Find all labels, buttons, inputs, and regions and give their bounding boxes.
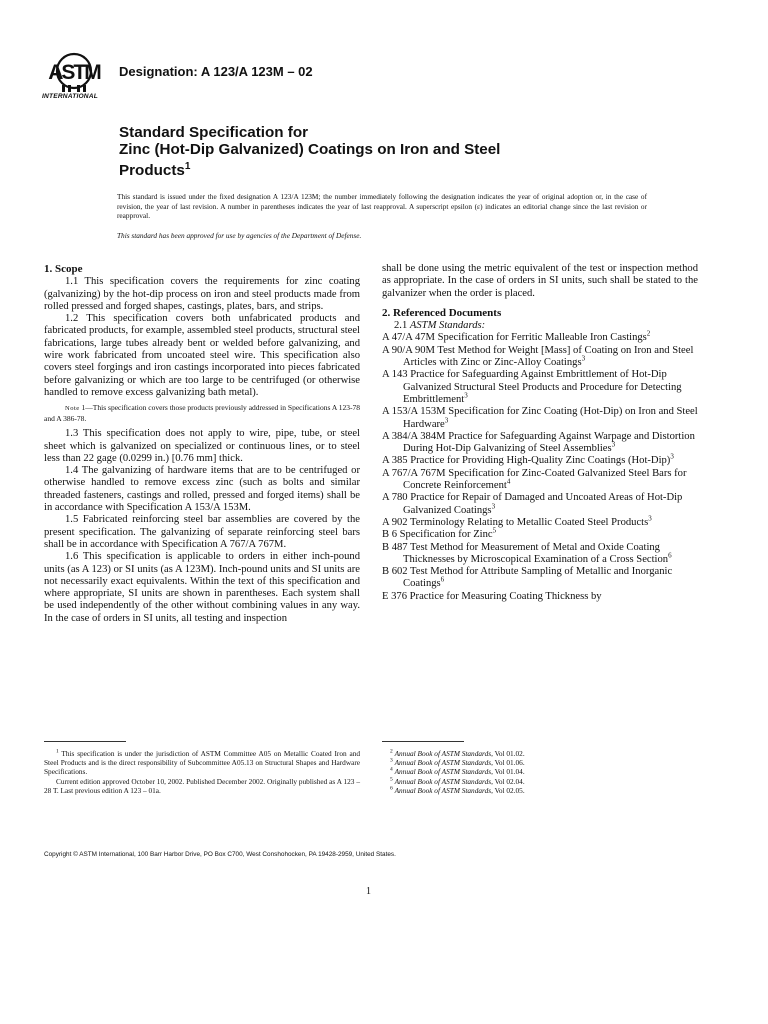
- paragraph-1-3: 1.3 This specification does not apply to wire, pipe, tube, or steel sheet which is galvanized on specialized or continuous lines, or to steel less than 22 gage (0.0299 in.) [0.76 mm] thick.: [44, 428, 360, 464]
- copyright-notice: Copyright © ASTM International, 100 Barr Harbor Drive, PO Box C700, West Conshohocken, PA 19428-2959, United States.: [44, 851, 396, 858]
- title-line-3: Products: [119, 162, 185, 180]
- footnote-item: $^2$ Annual Book of ASTM Standards, Vol 01.02.: [390, 748, 525, 758]
- note-label: Note: [65, 405, 80, 413]
- reference-item: A 780 Practice for Repair of Damaged and Uncoated Areas of Hot-Dip Galvanized Coatings$^3$: [382, 492, 683, 516]
- paragraph-1-4: 1.4 The galvanizing of hardware items that are to be centrifuged or otherwise handled to remove excess zinc (such as bolts and similar threaded fasteners, castings and rolled, pressed and forged items) shall be in accordance with Specification A 153/A 153M.: [44, 465, 360, 514]
- reference-item: B 602 Test Method for Attribute Sampling of Metallic and Inorganic Coatings$^6$: [382, 566, 673, 590]
- reference-item: E 376 Practice for Measuring Coating Thickness by: [382, 590, 602, 602]
- footnote-mark: 1: [56, 748, 59, 755]
- reference-item: A 143 Practice for Safeguarding Against Embrittlement of Hot-Dip Galvanized Structural Steel Products and Procedure for Detecting Embrittlement$^3$: [382, 369, 682, 405]
- reference-item: A 153/A 153M Specification for Zinc Coating (Hot-Dip) on Iron and Steel Hardware$^3$: [382, 406, 698, 430]
- designation: Designation: A 123/A 123M – 02: [119, 64, 313, 79]
- footnotes-right: [390, 749, 690, 795]
- document-title: [119, 124, 500, 179]
- reference-item: B 6 Specification for Zinc$^5$: [382, 526, 497, 541]
- paragraph-1-2: 1.2 This specification covers both unfabricated products and fabricated products, for example, assembled steel products, structural steel fabrications, large tubes already bent or welded before galvanizing, and wire work fabricated from uncoated steel wire. This specification also covers steel forgings and iron castings incorporated into pieces fabricated before galvanizing or which are too large to be centrifuged (or otherwise handled to remove excess galvanizing bath metal).: [44, 313, 360, 398]
- footnote-item: $^5$ Annual Book of ASTM Standards, Vol 02.04.: [390, 776, 525, 786]
- footnote-1-text: This specification is under the jurisdiction of ASTM Committee A05 on Metallic Coated Iron and Steel Products and is the direct responsibility of Subcommittee A05.13 on Structural Shapes and Hardware Specifications.: [44, 749, 360, 777]
- reference-list: [382, 329, 698, 603]
- page-number: 1: [366, 886, 371, 897]
- subsection-number: 2.1: [394, 320, 408, 332]
- paragraph-1-5: 1.5 Fabricated reinforcing steel bar assemblies are covered by the present specification. The galvanizing of separate reinforcing steel bars shall be in accordance with Specification A 767/A 767M.: [44, 514, 360, 550]
- title-line-2: Zinc (Hot-Dip Galvanized) Coatings on Iron and Steel: [119, 141, 501, 158]
- reference-item: A 384/A 384M Practice for Safeguarding Against Warpage and Distortion During Hot-Dip Galvanizing of Steel Assemblies$^3$: [382, 430, 695, 455]
- footnote-item: $^4$ Annual Book of ASTM Standards, Vol 01.04.: [390, 766, 525, 777]
- logo-label: INTERNATIONAL: [42, 93, 98, 100]
- note-text: 1—This specification covers those products previously addressed in Specifications A 123-78 and A 386-78.: [44, 403, 361, 424]
- paragraph-1-1: 1.1 This specification covers the requirements for zinc coating (galvanizing) by the hot-dip process on iron and steel products made from rolled pressed and forged shapes, castings, plates, bars, and strips.: [44, 276, 360, 312]
- reference-item: B 487 Test Method for Measurement of Metal and Oxide Coating Thicknesses by Microscopical Examination of a Cross Section$^6$: [382, 541, 672, 565]
- paragraph-1-6-continued: shall be done using the metric equivalent of the test or inspection method as appropriate. In the case of orders in SI units, such shall be stated to the galvanizer when the order is placed.: [382, 263, 698, 299]
- note-1: [44, 403, 360, 424]
- footnote-divider: [382, 741, 464, 742]
- reference-item: A 767/A 767M Specification for Zinc-Coated Galvanized Steel Bars for Concrete Reinforcement$^4$: [382, 467, 687, 492]
- subsection-2-1: [382, 320, 698, 332]
- title-line-1: Standard Specification for: [119, 124, 309, 141]
- reference-item: A 385 Practice for Providing High-Quality Zinc Coatings $(Hot-Dip)^3$: [382, 452, 674, 467]
- footnote-item: $^6$ Annual Book of ASTM Standards, Vol 02.05.: [390, 785, 525, 795]
- section-heading-referenced-documents: 2. Referenced Documents: [382, 306, 502, 319]
- reference-item: A 90/A 90M Test Method for Weight [Mass] of Coating on Iron and Steel Articles with Zinc or Zinc-Alloy Coatings$^3$: [382, 344, 694, 369]
- left-column: [44, 263, 360, 625]
- reference-item: A 902 Terminology Relating to Metallic Coated Steel Products$^3$: [382, 514, 652, 528]
- footnote-1: [44, 749, 360, 795]
- issuance-text: This standard is issued under the fixed designation A 123/A 123M; the number immediately following the designation indicates the year of original adoption or, in the case of revision, the year of last revision. A number in parentheses indicates the year of last reapproval. A superscript epsilon (ε) indicates an editorial change since the last revision or reapproval.: [117, 192, 647, 220]
- title-footnote-mark: 1: [184, 161, 191, 172]
- subsection-label: ASTM Standards:: [409, 320, 486, 332]
- right-column: [382, 263, 698, 603]
- footnote-divider: [44, 741, 126, 742]
- reference-item: A 47/A 47M Specification for Ferritic Malleable Iron Castings$^2$: [382, 329, 651, 344]
- astm-logo: [40, 52, 110, 104]
- section-heading-scope: 1. Scope: [44, 263, 83, 275]
- dod-approval: This standard has been approved for use by agencies of the Department of Defense.: [117, 231, 362, 240]
- svg-text:ASTM: ASTM: [48, 61, 100, 84]
- issuance-statement: [117, 192, 647, 221]
- paragraph-1-6: 1.6 This specification is applicable to orders in either inch-pound units (as A 123) or SI units (as A 123M). Inch-pound units and SI units are not necessarily exact equivalents. Within the text of this specification and where appropriate, SI units are shown in parentheses. Each system shall be used independently of the other without combining values in any way. In the case of orders in SI units, all testing and inspection: [44, 551, 360, 624]
- footnote-1-edition: Current edition approved October 10, 2002. Published December 2002. Originally published as A 123 – 28 T. Last previous edition A 123 – 01a.: [44, 776, 360, 795]
- footnote-item: $^3$ Annual Book of ASTM Standards, Vol 01.06.: [390, 757, 525, 768]
